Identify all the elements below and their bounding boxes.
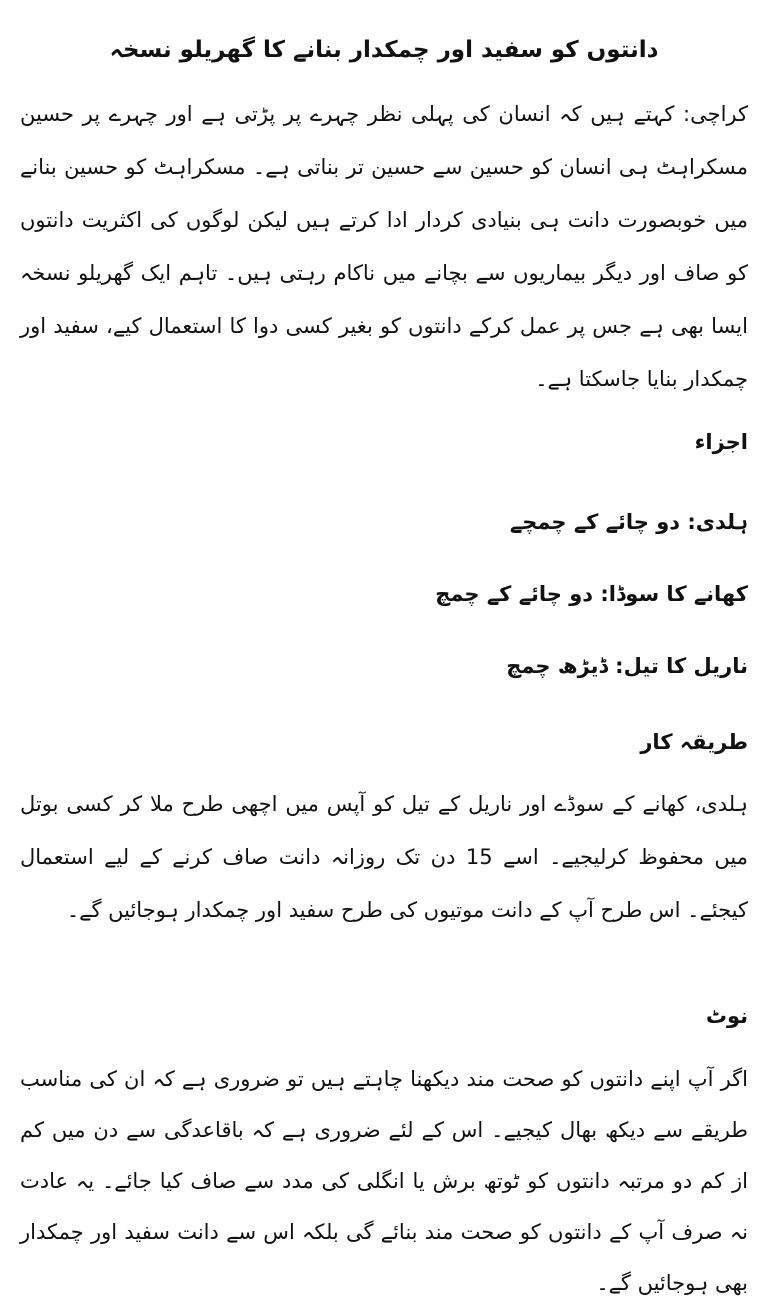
ingredient-baking-soda: کھانے کا سوڈا: دو چائے کے چمچ [435, 582, 748, 606]
method-paragraph: ہلدی، کھانے کے سوڈے اور ناریل کے تیل کو آپس میں اچھی طرح ملا کر کسی بوتل میں محفوظ کرلیجیے۔ اسے 15 دن تک روزانہ دانت صاف کرنے کے لیے استعمال کیجئے۔ اس طرح آپ کے دانت موتیوں کی طرح سفید اور چمکدار ہوجائیں گے۔ [20, 792, 748, 922]
method-heading: طریقہ کار [640, 730, 748, 754]
ingredients-heading: اجزاء [694, 430, 748, 454]
ingredient-turmeric: ہلدی: دو چائے کے چمچے [509, 510, 748, 534]
note-heading: نوٹ [705, 1004, 748, 1028]
note-paragraph: اگر آپ اپنے دانتوں کو صحت مند دیکھنا چاہتے ہیں تو ضروری ہے کہ ان کی مناسب طریقے سے دیکھ بھال کیجیے۔ اس کے لئے ضروری ہے کہ باقاعدگی سے دن میں کم از کم دو مرتبہ دانتوں کو ٹوتھ برش یا انگلی کی مدد سے صاف کیا جائے۔ یہ عادت نہ صرف آپ کے دانتوں کو صحت مند بنائے گی بلکہ اس سے دانت سفید اور چمکدار بھی ہوجائیں گے۔ [20, 1067, 748, 1295]
intro-paragraph: کراچی: کہتے ہیں کہ انسان کی پہلی نظر چہرے پر پڑتی ہے اور چہرے پر حسین مسکراہٹ ہی انسان کو حسین سے حسین تر بناتی ہے۔ مسکراہٹ کو حسین بنانے میں خوبصورت دانت ہی بنیادی کردار ادا کرتے ہیں لیکن لوگوں کی اکثریت دانتوں کو صاف اور دیگر بیماریوں سے بچانے میں ناکام رہتی ہیں۔ تاہم ایک گھریلو نسخہ ایسا بھی ہے جس پر عمل کرکے دانتوں کو بغیر کسی دوا کا استعمال کیے، سفید اور چمکدار بنایا جاسکتا ہے۔ [20, 102, 748, 391]
article-title: دانتوں کو سفید اور چمکدار بنانے کا گھریلو نسخہ [109, 37, 659, 63]
ingredient-coconut-oil: ناریل کا تیل: ڈیڑھ چمچ [506, 654, 748, 678]
